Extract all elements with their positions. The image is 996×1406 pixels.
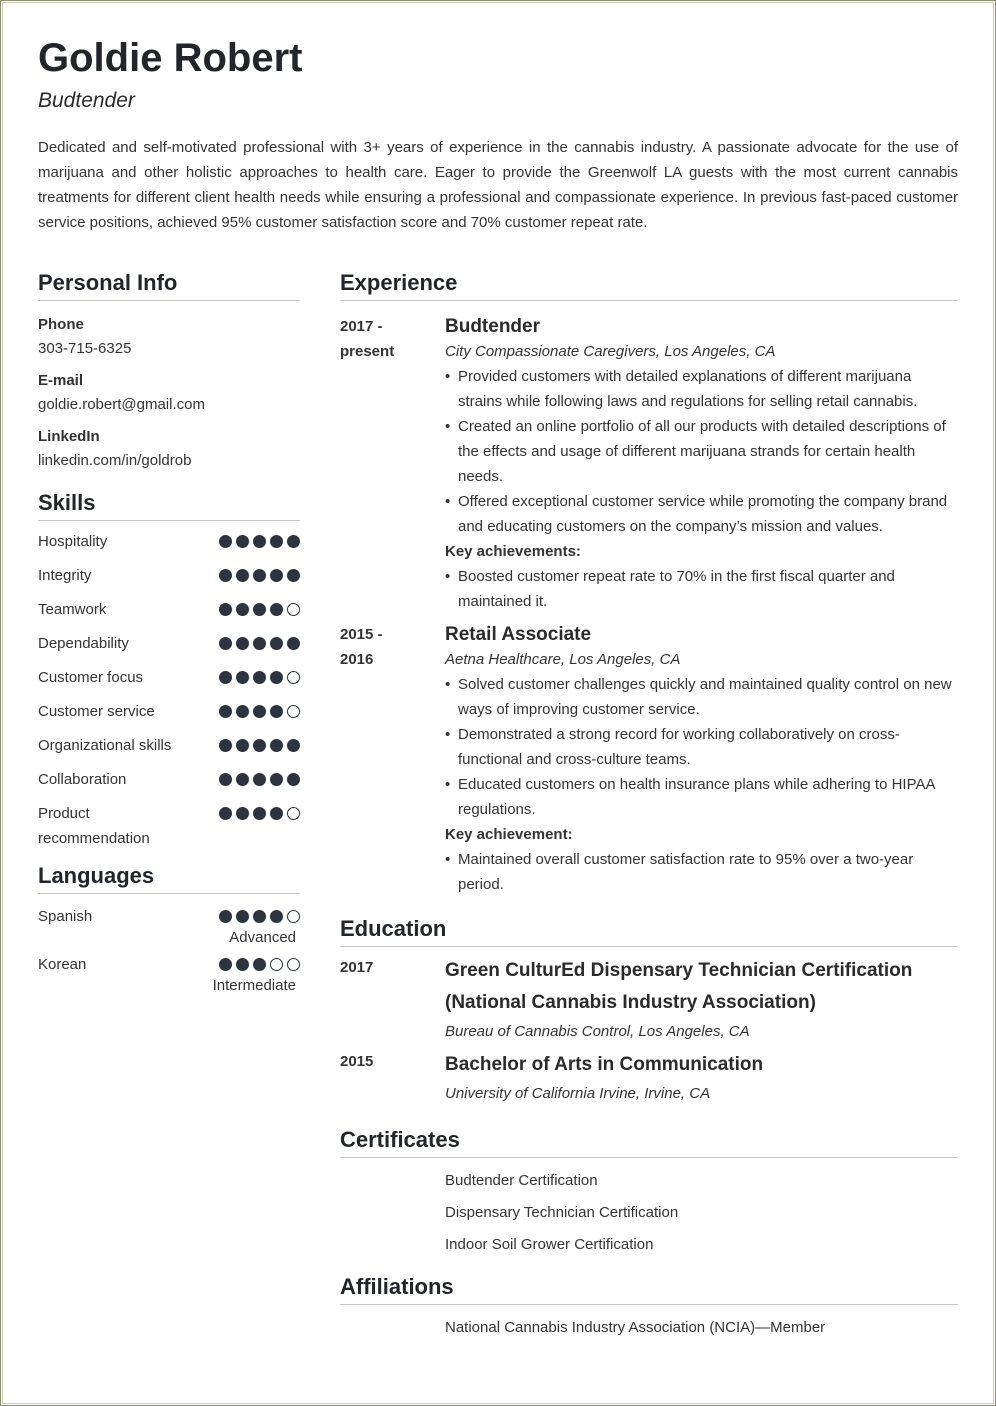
- filled-dot-icon: [219, 910, 232, 923]
- key-achievements-label: Key achievement:: [445, 826, 573, 843]
- job-date-start: 2017 -: [340, 318, 383, 335]
- job-entry: [340, 622, 958, 897]
- filled-dot-icon: [270, 739, 283, 752]
- rating-dots: [219, 665, 300, 684]
- filled-dot-icon: [270, 910, 283, 923]
- filled-dot-icon: [253, 910, 266, 923]
- skill-name: Teamwork: [38, 601, 107, 618]
- key-achievement-bullets: [445, 847, 958, 897]
- left-column: [38, 270, 300, 1000]
- language-row: [38, 904, 300, 929]
- rating-dots: [219, 529, 300, 548]
- job-dates: [340, 622, 430, 672]
- skills-heading: Skills: [38, 490, 300, 521]
- empty-dot-icon: [287, 705, 300, 718]
- language-item: [38, 952, 300, 994]
- email-value[interactable]: goldie.robert@gmail.com: [38, 396, 205, 413]
- skill-row: [38, 597, 300, 622]
- empty-dot-icon: [287, 958, 300, 971]
- filled-dot-icon: [236, 637, 249, 650]
- bullet-item: • Boosted customer repeat rate to 70% in the first fiscal quarter and maintained it.: [445, 564, 958, 614]
- skill-name: Customer service: [38, 703, 155, 720]
- job-body: [445, 622, 958, 897]
- certificates-heading: Certificates: [340, 1127, 958, 1158]
- job-body: [445, 314, 958, 614]
- skill-name: Product recommendation: [38, 805, 150, 847]
- job-title: Budtender: [445, 316, 540, 337]
- key-achievements-label: Key achievements:: [445, 543, 581, 560]
- certificate-item: Budtender Certification: [445, 1172, 598, 1189]
- filled-dot-icon: [236, 671, 249, 684]
- phone-label: Phone: [38, 316, 84, 333]
- job-organization: City Compassionate Caregivers, Los Angeles, CA: [445, 343, 776, 360]
- skill-row: [38, 733, 300, 758]
- filled-dot-icon: [253, 807, 266, 820]
- languages-heading: Languages: [38, 863, 300, 894]
- rating-dots: [219, 733, 300, 752]
- linkedin-label: LinkedIn: [38, 428, 100, 445]
- languages-list: [38, 904, 300, 994]
- education-entry: [340, 955, 958, 1044]
- bullet-item: • Offered exceptional customer service while promoting the company brand and educating customers on the company’s mission and values.: [445, 489, 958, 539]
- filled-dot-icon: [236, 603, 249, 616]
- filled-dot-icon: [287, 535, 300, 548]
- skill-name: Integrity: [38, 567, 92, 584]
- skill-name: Customer focus: [38, 669, 144, 686]
- filled-dot-icon: [253, 637, 266, 650]
- email-label: E-mail: [38, 372, 84, 389]
- filled-dot-icon: [219, 958, 232, 971]
- filled-dot-icon: [270, 569, 283, 582]
- skills-list: [38, 529, 300, 851]
- job-organization: Aetna Healthcare, Los Angeles, CA: [445, 651, 681, 668]
- language-item: [38, 904, 300, 946]
- skill-name: Hospitality: [38, 533, 108, 550]
- skill-row: [38, 801, 300, 851]
- education-entry: [340, 1049, 958, 1106]
- right-column: [340, 270, 958, 1336]
- filled-dot-icon: [219, 569, 232, 582]
- filled-dot-icon: [253, 671, 266, 684]
- phone-value: 303-715-6325: [38, 340, 132, 357]
- filled-dot-icon: [219, 807, 232, 820]
- filled-dot-icon: [236, 739, 249, 752]
- empty-dot-icon: [287, 910, 300, 923]
- rating-dots: [219, 801, 300, 820]
- skill-row: [38, 631, 300, 656]
- skill-name: Collaboration: [38, 771, 127, 788]
- rating-dots: [219, 952, 300, 971]
- filled-dot-icon: [219, 739, 232, 752]
- job-date-end: 2016: [340, 651, 374, 668]
- filled-dot-icon: [219, 535, 232, 548]
- filled-dot-icon: [219, 705, 232, 718]
- linkedin-value[interactable]: linkedin.com/in/goldrob: [38, 452, 192, 469]
- job-title: Retail Associate: [445, 624, 592, 645]
- filled-dot-icon: [253, 773, 266, 786]
- filled-dot-icon: [253, 705, 266, 718]
- education-date: 2017: [340, 959, 374, 976]
- filled-dot-icon: [287, 739, 300, 752]
- filled-dot-icon: [236, 807, 249, 820]
- filled-dot-icon: [270, 773, 283, 786]
- filled-dot-icon: [236, 773, 249, 786]
- skill-row: [38, 665, 300, 690]
- language-level: Advanced: [229, 929, 296, 946]
- education-institution: University of California Irvine, Irvine, CA: [445, 1085, 711, 1102]
- education-heading: Education: [340, 916, 958, 947]
- certificate-item: Indoor Soil Grower Certification: [445, 1236, 654, 1253]
- filled-dot-icon: [253, 535, 266, 548]
- certificates-list: [340, 1172, 958, 1253]
- bullet-item: • Maintained overall customer satisfaction rate to 95% over a two-year period.: [445, 847, 958, 897]
- empty-dot-icon: [270, 958, 283, 971]
- filled-dot-icon: [219, 671, 232, 684]
- affiliation-item: National Cannabis Industry Association (NCIA)—Member: [445, 1319, 826, 1336]
- filled-dot-icon: [219, 637, 232, 650]
- education-list: [340, 955, 958, 1106]
- filled-dot-icon: [287, 637, 300, 650]
- education-title: Bachelor of Arts in Communication: [445, 1054, 764, 1075]
- empty-dot-icon: [287, 807, 300, 820]
- skill-row: [38, 767, 300, 792]
- rating-dots: [219, 767, 300, 786]
- rating-dots: [219, 904, 300, 923]
- affiliations-heading: Affiliations: [340, 1274, 958, 1305]
- filled-dot-icon: [236, 569, 249, 582]
- filled-dot-icon: [270, 535, 283, 548]
- filled-dot-icon: [236, 705, 249, 718]
- bullet-item: • Demonstrated a strong record for working collaboratively on cross-functional and cross-culture teams.: [445, 722, 958, 772]
- job-bullets: [445, 672, 958, 822]
- rating-dots: [219, 699, 300, 718]
- filled-dot-icon: [219, 603, 232, 616]
- rating-dots: [219, 631, 300, 650]
- certificate-item: Dispensary Technician Certification: [445, 1204, 679, 1221]
- empty-dot-icon: [287, 603, 300, 616]
- skill-row: [38, 699, 300, 724]
- education-body: [445, 1049, 958, 1106]
- candidate-role: Budtender: [38, 89, 135, 112]
- filled-dot-icon: [219, 773, 232, 786]
- personal-info-heading: Personal Info: [38, 270, 300, 301]
- filled-dot-icon: [253, 958, 266, 971]
- education-date: 2015: [340, 1053, 374, 1070]
- filled-dot-icon: [287, 773, 300, 786]
- skill-row: [38, 529, 300, 554]
- job-dates: [340, 314, 430, 364]
- job-date-end: present: [340, 343, 395, 360]
- skill-name: Dependability: [38, 635, 129, 652]
- job-bullets: [445, 364, 958, 539]
- language-row: [38, 952, 300, 977]
- language-level: Intermediate: [212, 977, 296, 994]
- experience-heading: Experience: [340, 270, 958, 301]
- empty-dot-icon: [287, 671, 300, 684]
- filled-dot-icon: [236, 535, 249, 548]
- candidate-name: Goldie Robert: [38, 36, 303, 80]
- skill-row: [38, 563, 300, 588]
- language-name: Spanish: [38, 908, 93, 925]
- education-body: [445, 955, 958, 1044]
- language-name: Korean: [38, 956, 87, 973]
- bullet-item: • Solved customer challenges quickly and maintained quality control on new ways of improving customer service.: [445, 672, 958, 722]
- bullet-item: • Provided customers with detailed explanations of different marijuana strains while following laws and regulations for selling retail cannabis.: [445, 364, 958, 414]
- rating-dots: [219, 597, 300, 616]
- filled-dot-icon: [270, 603, 283, 616]
- summary-paragraph: Dedicated and self-motivated professional with 3+ years of experience in the cannabis industry. A passionate advocate for the use of marijuana and other holistic approaches to health care. Eager to provide the Greenwolf LA guests with the most current cannabis treatments for different client health needs while ensuring a professional and compassionate experience. In previous fast-paced customer service positions, achieved 95% customer satisfaction score and 70% customer repeat rate.: [38, 139, 958, 231]
- filled-dot-icon: [236, 910, 249, 923]
- filled-dot-icon: [270, 637, 283, 650]
- education-institution: Bureau of Cannabis Control, Los Angeles, CA: [445, 1023, 750, 1040]
- filled-dot-icon: [253, 569, 266, 582]
- rating-dots: [219, 563, 300, 582]
- filled-dot-icon: [253, 603, 266, 616]
- job-entry: [340, 314, 958, 614]
- bullet-item: • Educated customers on health insurance plans while adhering to HIPAA regulations.: [445, 772, 958, 822]
- filled-dot-icon: [253, 739, 266, 752]
- skill-name: Organizational skills: [38, 737, 172, 754]
- affiliations-list: [340, 1319, 958, 1336]
- education-title: Green CulturEd Dispensary Technician Certification (National Cannabis Industry Association): [445, 960, 913, 1013]
- filled-dot-icon: [270, 705, 283, 718]
- key-achievement-bullets: [445, 564, 958, 614]
- filled-dot-icon: [270, 807, 283, 820]
- bullet-item: • Created an online portfolio of all our products with detailed descriptions of the effects and usage of different marijuana strands for certain health needs.: [445, 414, 958, 489]
- filled-dot-icon: [287, 569, 300, 582]
- experience-list: [340, 314, 958, 897]
- filled-dot-icon: [236, 958, 249, 971]
- filled-dot-icon: [270, 671, 283, 684]
- job-date-start: 2015 -: [340, 626, 383, 643]
